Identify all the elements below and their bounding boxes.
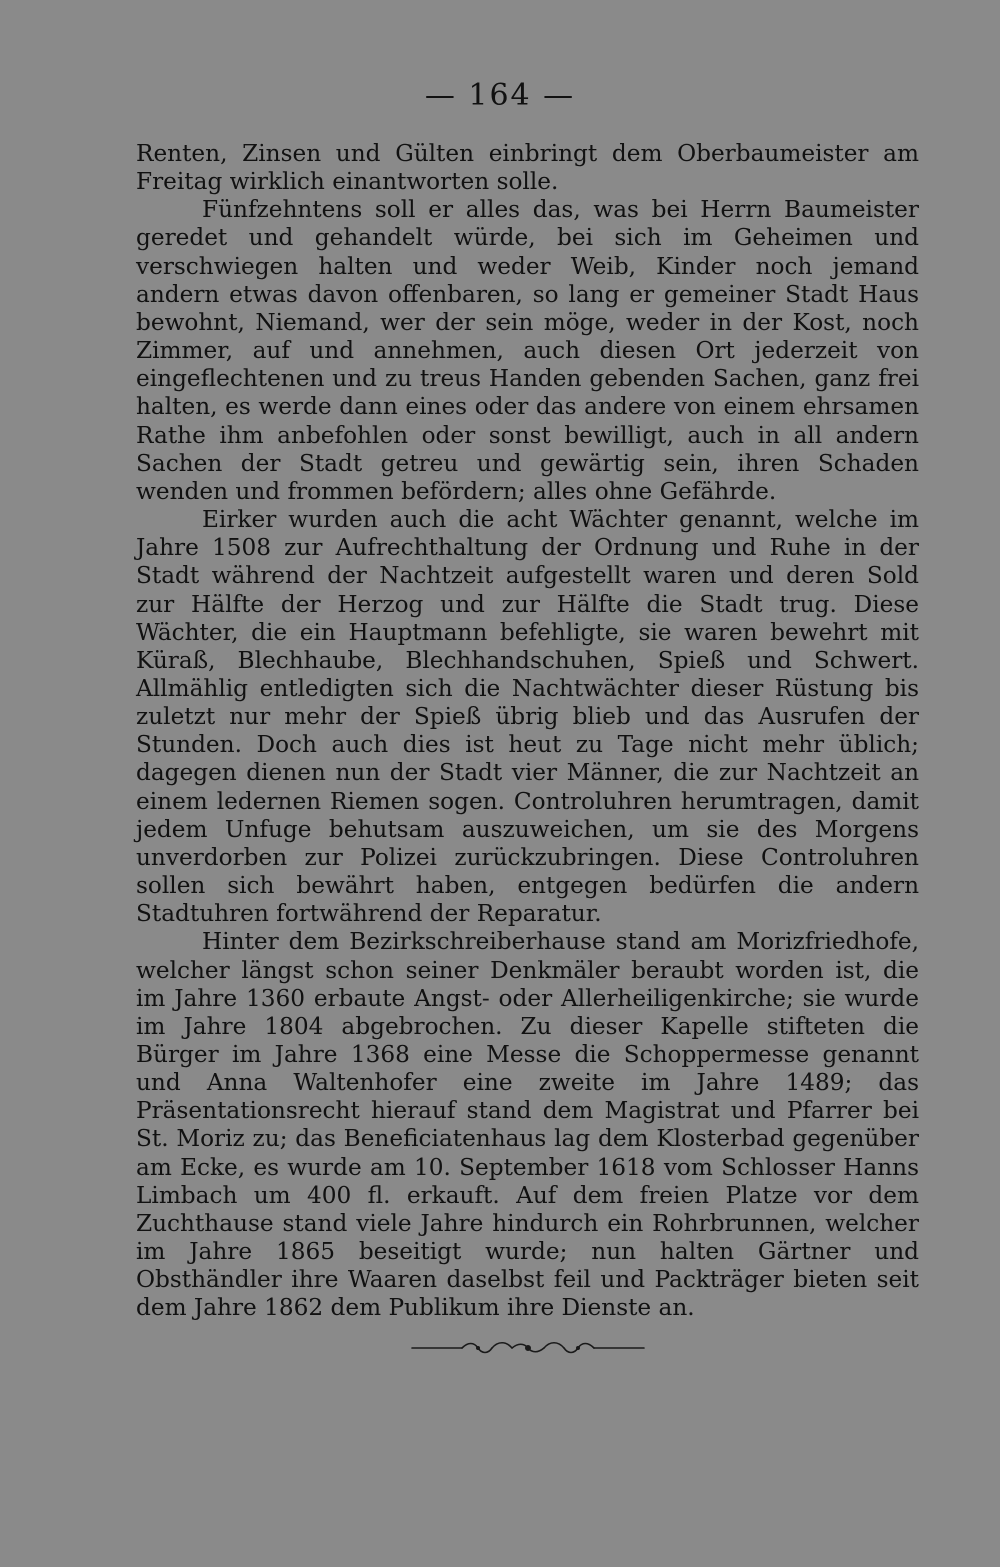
paragraph-3: Eirker wurden auch die acht Wächter genannt, welche im Jahre 1508 zur Aufrechthaltung der Ordnung und Ruhe in der Stadt während der Nachtzeit aufgestellt waren und deren Sold zur Hälfte der Herzog und zur Hälfte die Stadt trug. Diese Wächter, die ein Hauptmann befehligte, sie waren bewehrt mit Küraß, Blechhaube, Blechhandschuhen, Spieß und Schwert. Allmählig entledigten sich die Nachtwächter dieser Rüstung bis zuletzt nur mehr der Spieß übrig blieb und das Ausrufen der Stunden. Doch auch dies ist heut zu Tage nicht mehr üblich; dagegen dienen nun der Stadt vier Männer, die zur Nachtzeit an einem ledernen Riemen sogen. Controluhren herumtragen, damit jedem Unfuge behutsam auszuweichen, um sie des Morgens unverdorben zur Polizei zurückzubringen. Diese Controluhren sollen sich bewährt haben, entgegen bedürfen die andern Stadtuhren fortwährend der Reparatur. [136,506,919,928]
closing-flourish-ornament [408,1338,648,1358]
paragraph-2: Fünfzehntens soll er alles das, was bei Herrn Baumeister geredet und gehandelt würde, bei sich im Geheimen und verschwiegen halten und weder Weib, Kinder noch jemand andern etwas davon offenbaren, so lang er gemeiner Stadt Haus bewohnt, Niemand, wer der sein möge, weder in der Kost, noch Zimmer, auf und annehmen, auch diesen Ort jederzeit von eingeflechtenen und zu treus Handen gebenden Sachen, ganz frei halten, es werde dann eines oder das andere von einem ehrsamen Rathe ihm anbefohlen oder sonst bewilligt, auch in all andern Sachen der Stadt getreu und gewärtig sein, ihren Schaden wenden und frommen befördern; alles ohne Gefährde. [136,196,919,505]
paragraph-1: Renten, Zinsen und Gülten einbringt dem Oberbaumeister am Freitag wirklich einantworten solle. [136,140,919,196]
paragraph-4: Hinter dem Bezirkschreiberhause stand am Morizfriedhofe, welcher längst schon seiner Denkmäler beraubt worden ist, die im Jahre 1360 erbaute Angst- oder Allerheiligenkirche; sie wurde im Jahre 1804 abgebrochen. Zu dieser Kapelle stifteten die Bürger im Jahre 1368 eine Messe die Schoppermesse genannt und Anna Waltenhofer eine zweite im Jahre 1489; das Präsentationsrecht hierauf stand dem Magistrat und Pfarrer bei St. Moriz zu; das Beneficiatenhaus lag dem Klosterbad gegenüber am Ecke, es wurde am 10. September 1618 vom Schlosser Hanns Limbach um 400 fl. erkauft. Auf dem freien Platze vor dem Zuchthause stand viele Jahre hindurch ein Rohrbrunnen, welcher im Jahre 1865 beseitigt wurde; nun halten Gärtner und Obsthändler ihre Waaren daselbst feil und Packträger bieten seit dem Jahre 1862 dem Publikum ihre Dienste an. [136,928,919,1322]
body-text [136,140,919,1323]
page-number: — 164 — [424,78,576,113]
